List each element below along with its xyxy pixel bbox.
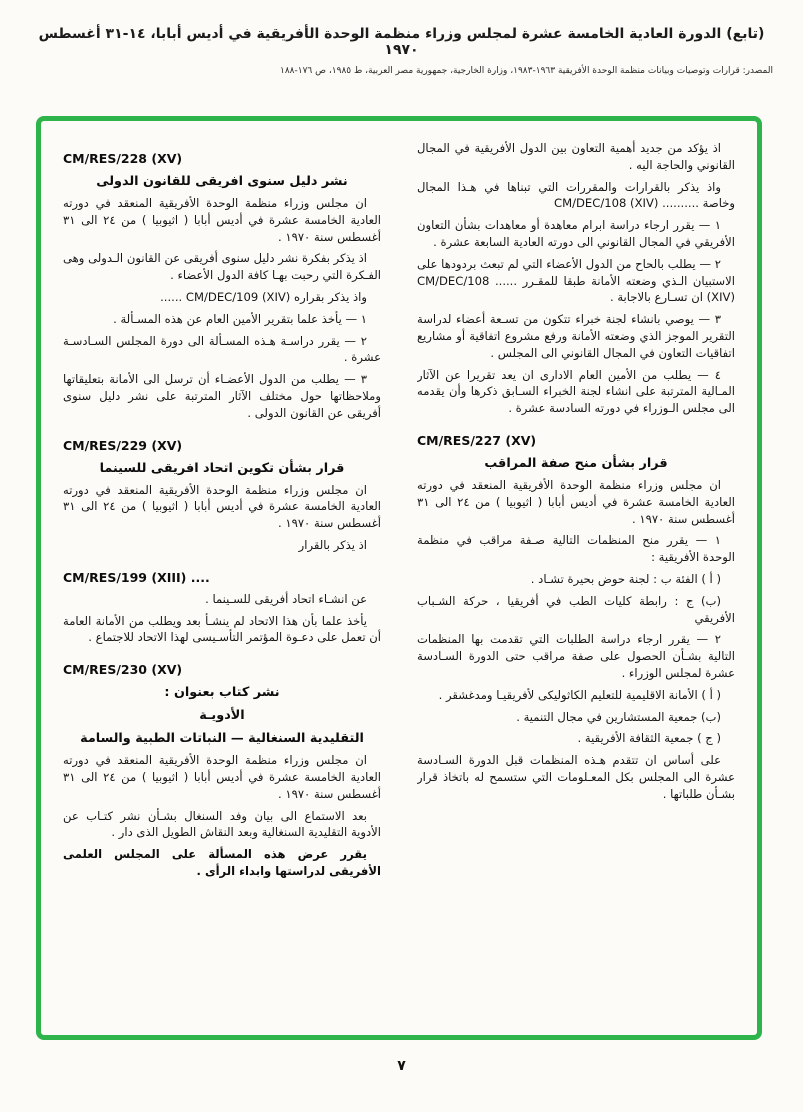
paragraph: ان مجلس وزراء منظمة الوحدة الأفريقية المنعقد في دورته العادية الخامسة عشرة في أديس أبابا ( اثيوبيا ) من ٢٤ الى ٣١ أغسطس سنة ١٩٧٠ . [63,196,381,244]
paragraph: واذ يذكر بقراره CM/DEC/109 (XIV) ...... [160,289,367,304]
paragraph: ٢ — يطلب بالحاح من الدول الأعضاء التي لم تبعث بردودها على الاستبيان الـذي وضعته الأمانة طبقا للمقـرر ...... CM/DEC/108 (XIV) ان تسـارع بالاجابة . [417,256,735,305]
paragraph: ١ — يقرر منح المنظمات التالية صـفة مراقب في منظمة الوحدة الأفريقية : [417,533,735,565]
resolution-title: الأدويـة [199,708,245,724]
column-left [63,135,381,1025]
resolution-code: CM/RES/199 (XIII) .... [63,569,210,585]
paragraph: يقرر عرض هذه المسألة على المجلس العلمى الأفريقى لدراستها وابداء الرأى . [63,847,381,878]
resolution-code: CM/RES/227 (XV) [417,432,537,448]
paragraph: اذ يذكر بالقرار [298,537,367,552]
resolution-title: قرار بشأن تكوين اتحاد افريقى للسينما [99,460,345,476]
content-frame [36,116,762,1040]
paragraph: ٤ — يطلب من الأمين العام الادارى ان يعد تقريرا عن الآثار المـالية المترتبة على انشاء لجنة الخبراء السـابق ذكرها وأن يقدمه الى مجلس الـوزراء في دورته السادسة عشرة . [417,367,735,416]
paragraph: على أساس ان تتقدم هـذه المنظمات قبل الدورة السـادسة عشرة الى المجلس بكل المعـلومات التي ستسمح له باتخاذ قرار بشـأن طلباتها . [417,753,735,801]
column-right [417,135,735,1025]
paragraph: ٢ — يقرر ارجاء دراسة الطلبات التي تقدمت بها المنظمات التالية بشـأن الحصول على صفة مراقب حتى الدورة السـادسة عشرة لمجلس الوزراء . [417,632,735,680]
two-column-layout [41,121,757,1035]
paragraph: واذ يذكر بالقرارات والمقررات التي تبناها في هـذا المجال وخاصة .......... CM/DEC/108 (XIV) [417,179,735,211]
header-title: (تابع) الدورة العادية الخامسة عشرة لمجلس وزراء منظمة الوحدة الأفريقية في أديس أبابا، ١٤-٣١ أغسطس ١٩٧٠ [38,26,765,58]
paragraph: ( أ ) الأمانة الاقليمية للتعليم الكاثوليكى لأفريقيـا ومدغشقر . [438,687,721,702]
paragraph: ٢ — يقرر دراسـة هـذه المسـألة الى دورة المجلس السـادسـة عشرة . [63,333,381,365]
resolution-title: قرار بشأن منح صفة المراقب [484,455,668,471]
paragraph: اذ يذكر بفكرة نشر دليل سنوى أفريقى عن القانون الـدولى وهى الفـكرة التي رحبت بهـا كافة الدول الأعضاء . [63,251,381,283]
paragraph: ان مجلس وزراء منظمة الوحدة الأفريقية المنعقد في دورته العادية الخامسة عشرة في أديس أبابا ( اثيوبيا ) من ٢٤ الى ٣١ أغسطس سنة ١٩٧٠ . [63,482,381,531]
paragraph: ٣ — يوصي بانشاء لجنة خبراء تتكون من تسـعة أعضاء لدراسة التقرير الموجز الذي وضعته الأمانة ورفع مشروع اتفاقية أو مشاريع اتفاقيات التعاون في المجال القانوني الى المجلس . [417,312,735,360]
paragraph: ٣ — يطلب من الدول الأعضـاء أن ترسل الى الأمانة بتعليقاتها وملاحظاتها حول مختلف الآثار المترتبة على نشر دليل سنوى أفريقى عن القانون الدولى . [63,372,381,420]
paragraph: عن انشـاء اتحاد أفريقى للسـينما . [205,591,367,606]
paragraph: يأخذ علما بأن هذا الاتحاد لم ينشـأ بعد ويطلب من الأمانة العامة أن تعمل على دعـوة المؤتمر التأسـيسى لهذا الاتحاد للاجتماع . [63,613,381,645]
paragraph: ١ — يأخذ علما بتقرير الأمين العام عن هذه المسـألة . [113,311,367,326]
paragraph: ان مجلس وزراء منظمة الوحدة الأفريقية المنعقد في دورته العادية الخامسة عشرة في أديس أبابا ( اثيوبيا ) من ٢٤ الى ٣١ أغسطس سنة ١٩٧٠ . [63,753,381,801]
paragraph: ١ — يقرر ارجاء دراسة ابرام معاهدة أو معاهدات بشأن التعاون الأفريقي في المجال القانوني الى دورته العادية السابعة عشرة . [417,218,735,249]
resolution-code: CM/RES/229 (XV) [63,437,183,453]
paragraph: ان مجلس وزراء منظمة الوحدة الأفريقية المنعقد في دورته العادية الخامسة عشرة في أديس أبابا ( اثيوبيا ) من ٢٤ الى ٣١ أغسطس سنة ١٩٧٠ . [417,477,735,526]
page-number: ٧ [397,1058,406,1074]
resolution-code: CM/RES/230 (XV) [63,662,183,678]
resolution-title: نشر كتاب بعنوان : [164,685,280,701]
paragraph: ( ج ) جمعية الثقافة الأفريقية . [577,731,721,746]
paragraph: ( أ ) الفئة ب : لجنة حوض بحيرة تشـاد . [530,571,721,586]
paragraph: (ب) ج : رابطة كليات الطب في أفريقيا ، حركة الشـباب الأفريقي [417,593,735,625]
resolution-code: CM/RES/228 (XV) [63,151,183,166]
paragraph: (ب) جمعية المستشارين في مجال التنمية . [516,709,721,724]
paragraph: بعد الاستماع الى بيان وفد السنغال بشـأن نشر كتـاب عن الأدوية التقليدية السنغالية وبعد النقاش الطويل الذى دار . [63,808,381,840]
resolution-title: نشر دليل سنوى افريقى للقانون الدولى [96,174,348,189]
header-source-line: المصدر: قرارات وتوصيات وبيانات منظمة الوحدة الأفريقية ١٩٦٣-١٩٨٣، وزارة الخارجية، جمهورية مصر العربية، ط ١٩٨٥، ص ١٧٦-١٨٨ [280,66,773,76]
paragraph: اذ يؤكد من جديد أهمية التعاون بين الدول الأفريقية في المجال القانوني والحاجة اليه . [417,141,735,172]
resolution-title: التقليدية السنغالية — النباتات الطبية والسامة [80,731,364,747]
page-header [30,26,773,76]
